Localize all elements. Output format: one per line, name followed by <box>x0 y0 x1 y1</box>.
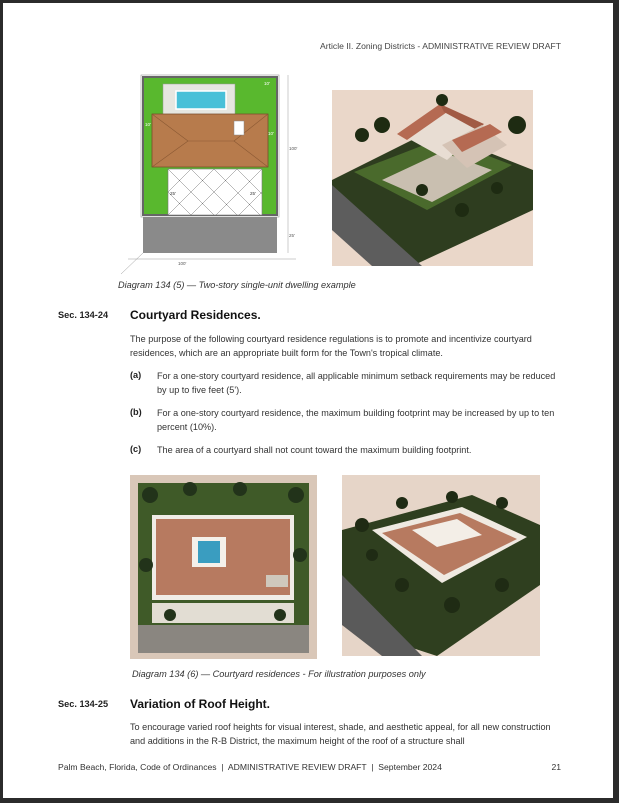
dim-top-label: 10' <box>264 81 270 86</box>
site-plan-diagram <box>116 69 316 279</box>
dim-front-left-label: 25' <box>170 191 176 196</box>
dim-depth-label: 100' <box>289 146 298 151</box>
item-label: (a) <box>130 370 142 380</box>
item-text: The area of a courtyard shall not count toward the maximum building footprint. <box>157 445 472 455</box>
dim-front-right-label: 25' <box>250 191 256 196</box>
item-label: (b) <box>130 407 142 417</box>
item-text: For a one-story courtyard residence, the maximum building footprint may be increased by up to ten percent (10%). <box>157 408 555 432</box>
courtyard-perspective-image <box>342 475 540 656</box>
diagram5-caption: Diagram 134 (5) — Two-story single-unit dwelling example <box>118 280 356 290</box>
page-footer: Palm Beach, Florida, Code of Ordinances | ADMINISTRATIVE REVIEW DRAFT | September 2024 <box>58 762 442 772</box>
section-number: Sec. 134-25 <box>58 699 109 709</box>
rendered-house-image <box>332 90 533 266</box>
section-title: Courtyard Residences. <box>130 308 261 322</box>
diagram6-caption: Diagram 134 (6) — Courtyard residences - For illustration purposes only <box>132 669 426 679</box>
courtyard-aerial-image <box>130 475 317 659</box>
section-number: Sec. 134-24 <box>58 310 109 320</box>
running-header: Article II. Zoning Districts - ADMINISTRATIVE REVIEW DRAFT <box>320 41 561 51</box>
page-number: 21 <box>551 762 561 772</box>
item-text: For a one-story courtyard residence, all applicable minimum setback requirements may be reduced by up to five feet (5'). <box>157 371 556 395</box>
dim-side-right-label: 10' <box>268 131 274 136</box>
dim-side-left-label: 10' <box>145 122 151 127</box>
section-title: Variation of Roof Height. <box>130 697 270 711</box>
dim-street-label: 25' <box>289 233 295 238</box>
document-page <box>3 3 613 798</box>
section-intro: The purpose of the following courtyard residence regulations is to promote and incentivize courtyard residences, which are an appropriate built form for the Town's tropical climate. <box>130 334 532 358</box>
dim-width-label: 100' <box>178 261 187 266</box>
section-intro: To encourage varied roof heights for visual interest, shade, and aesthetic appeal, for all new construction and additions in the R-B District, the maximum height of the roof of a structure shall <box>130 722 551 746</box>
item-label: (c) <box>130 444 142 454</box>
